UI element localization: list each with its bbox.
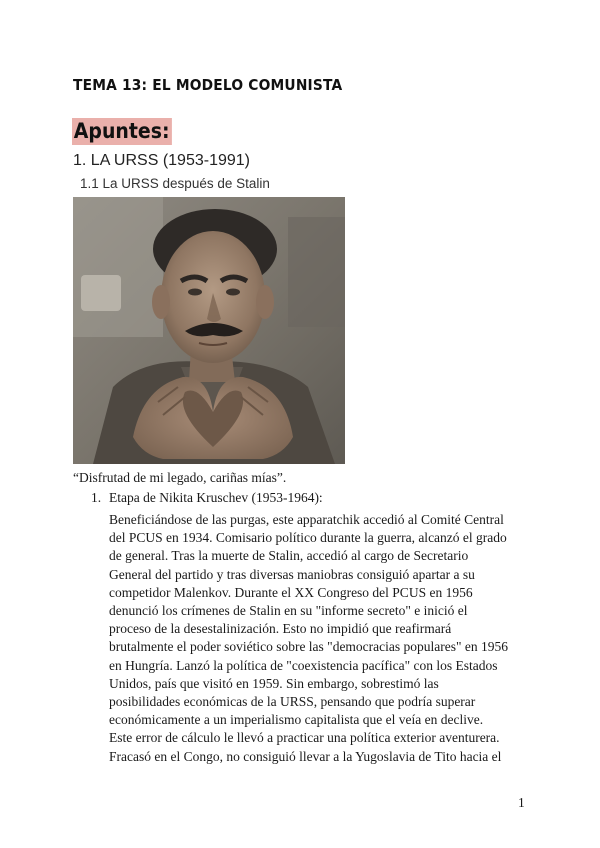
body-line: Beneficiándose de las purgas, este apparatchik accedió al Comité Central <box>109 512 504 527</box>
photo-caption: “Disfrutad de mi legado, cariñas mías”. <box>73 470 287 485</box>
body-line: General del partido y tras diversas maniobras consiguió apartar a su <box>109 566 475 582</box>
body-line: denunció los crímenes de Stalin en su "informe secreto" e inició el <box>109 603 468 619</box>
subsection-heading: 1.1 La URSS después de Stalin <box>80 176 270 191</box>
body-line: Este error de cálculo le llevó a practicar una política exterior aventurera. <box>109 730 500 746</box>
document-title: TEMA 13: EL MODELO COMUNISTA <box>73 76 343 94</box>
portrait-photo <box>73 197 345 464</box>
list-item-number: 1. <box>91 490 102 505</box>
body-line: del PCUS en 1934. Comisario político durante la guerra, alcanzó el grado <box>109 530 507 546</box>
body-line: competidor Malenkov. Durante el XX Congreso del PCUS en 1956 <box>109 584 473 600</box>
section-heading: 1. LA URSS (1953-1991) <box>73 152 250 169</box>
body-line: Unidos, país que visitó en 1959. Sin embargo, sobrestimó las <box>109 675 439 691</box>
body-line: de general. Tras la muerte de Stalin, accedió al cargo de Secretario <box>109 548 469 564</box>
page-number: 1 <box>518 795 525 810</box>
portrait-illustration <box>73 197 345 464</box>
list-item-heading: Etapa de Nikita Kruschev (1953-1964): <box>109 490 323 505</box>
body-line: proceso de la desestalinización. Esto no impidió que reafirmará <box>109 621 452 637</box>
notes-label-highlighted: Apuntes: <box>72 118 172 145</box>
body-paragraph <box>109 511 529 766</box>
body-line: Fracasó en el Congo, no consiguió llevar a la Yugoslavia de Tito hacia el <box>109 748 502 764</box>
body-line: en Hungría. Lanzó la política de "coexistencia pacífica" con los Estados <box>109 657 498 673</box>
body-line: económicamente a un imperialismo capitalista que el veía en declive. <box>109 712 484 728</box>
body-line: posibilidades económicas de la URSS, pensando que podría superar <box>109 694 476 710</box>
body-line: brutalmente el poder soviético sobre las "democracias populares" en 1956 <box>109 639 509 655</box>
